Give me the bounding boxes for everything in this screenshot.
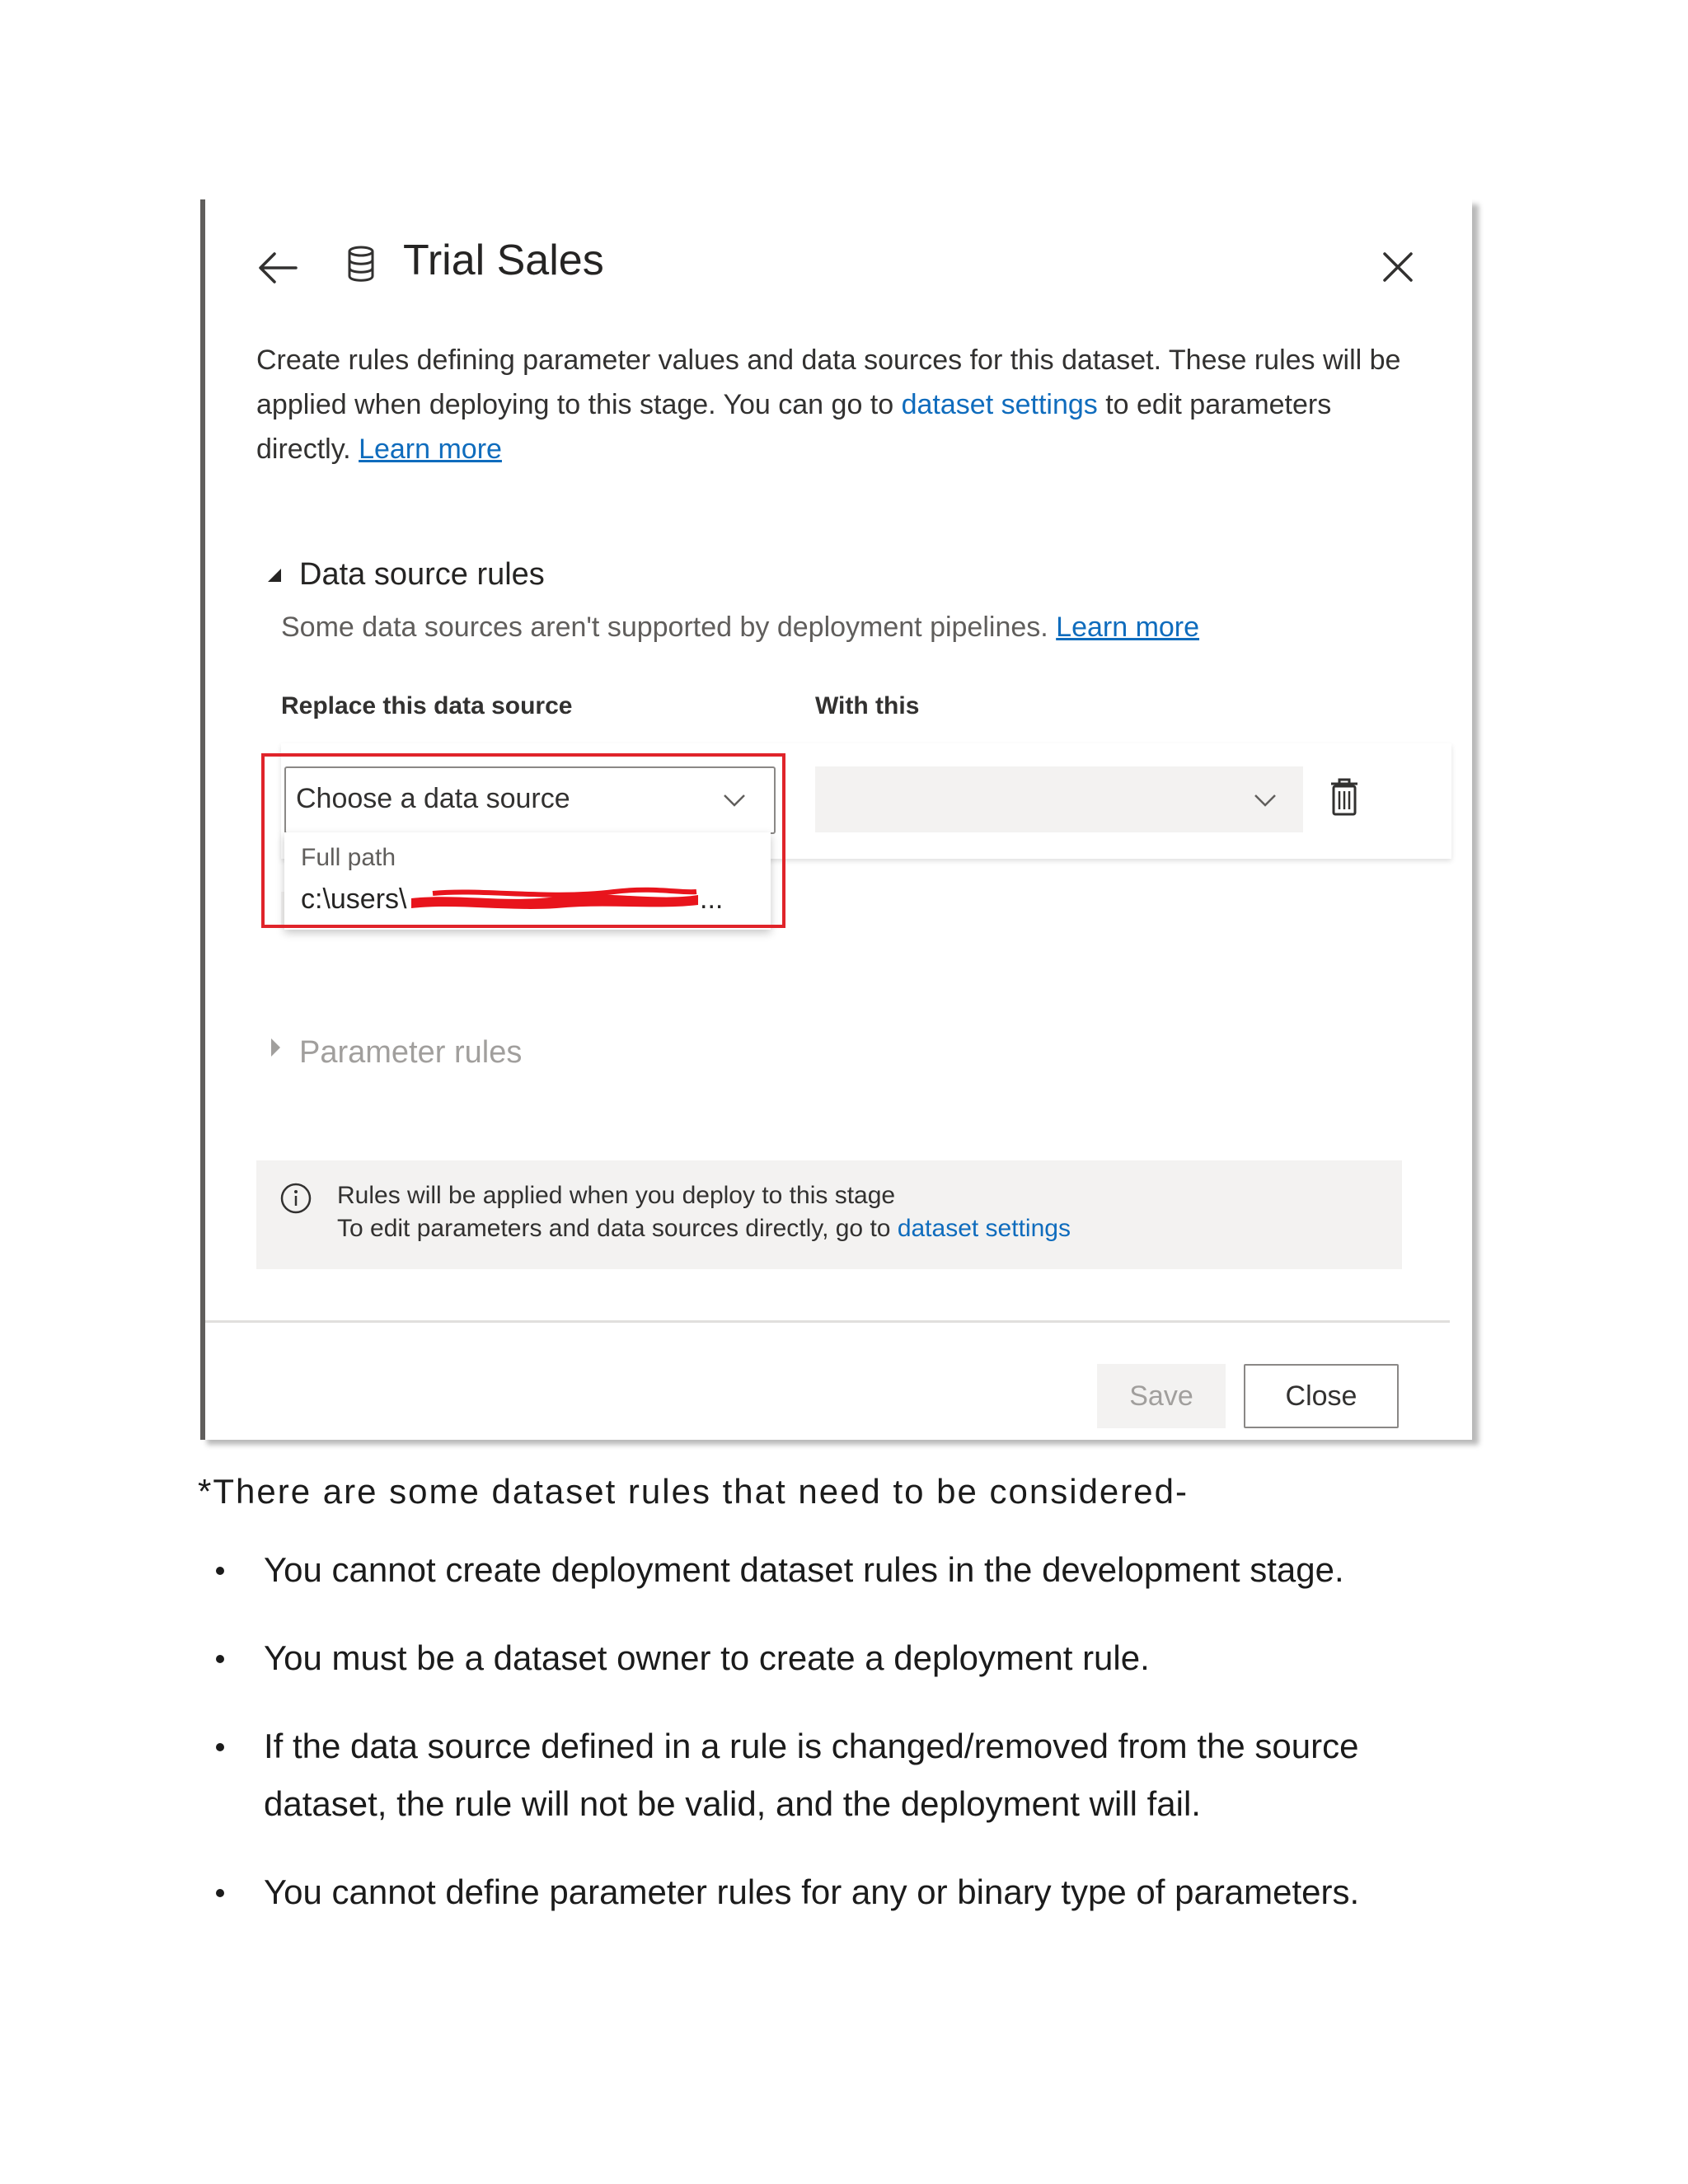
list-item-text: You cannot create deployment dataset rules in the development stage.	[264, 1550, 1344, 1589]
close-icon[interactable]	[1380, 249, 1416, 285]
data-source-note-text: Some data sources aren't supported by deployment pipelines.	[281, 612, 1057, 643]
with-this-select[interactable]	[815, 766, 1303, 832]
list-item	[216, 1863, 1452, 1921]
list-item-text: If the data source defined in a rule is changed/removed from the source dataset, the rule will not be valid, and the deployment will fail.	[264, 1727, 1359, 1823]
data-source-rules-title[interactable]: Data source rules	[299, 557, 545, 592]
with-column-header: With this	[815, 692, 920, 719]
bullet-icon	[216, 1889, 224, 1897]
bullet-icon	[216, 1655, 224, 1663]
info-line-2	[337, 1215, 1071, 1243]
bullet-icon	[216, 1743, 224, 1751]
list-item	[216, 1718, 1452, 1833]
select-placeholder: Choose a data source	[296, 783, 570, 814]
rules-list	[216, 1541, 1452, 1952]
dropdown-label: Full path	[301, 844, 396, 871]
list-item-text: You cannot define parameter rules for any or binary type of parameters.	[264, 1872, 1360, 1911]
info-line-2-text: To edit parameters and data sources directly, go to	[337, 1215, 898, 1242]
dropdown-ellipsis: ...	[700, 883, 724, 915]
info-bar	[256, 1160, 1402, 1269]
list-item-text: You must be a dataset owner to create a deployment rule.	[264, 1638, 1150, 1677]
data-source-learn-more-link[interactable]: Learn more	[1056, 612, 1200, 643]
list-item	[216, 1629, 1452, 1687]
bullet-icon	[216, 1567, 224, 1575]
parameter-rules-title[interactable]: Parameter rules	[299, 1035, 523, 1070]
intro-text: Create rules defining parameter values and data sources for this dataset. These rules will be applied when deploying to this stage. You can go to	[256, 344, 1401, 420]
dialog-intro	[256, 338, 1402, 471]
info-line-1: Rules will be applied when you deploy to this stage	[337, 1182, 896, 1209]
expand-caret-icon[interactable]	[271, 1038, 280, 1057]
intro-text-after: to edit parameters directly.	[256, 389, 1332, 465]
data-source-note	[281, 612, 1199, 644]
trash-icon[interactable]	[1328, 776, 1361, 818]
learn-more-link[interactable]: Learn more	[359, 434, 502, 465]
dialog-panel	[205, 199, 1472, 1440]
back-arrow-icon[interactable]	[255, 247, 299, 288]
dialog-title: Trial Sales	[403, 237, 604, 284]
dropdown-path[interactable]: c:\users\	[301, 883, 407, 915]
collapse-caret-icon[interactable]	[268, 569, 281, 582]
close-button[interactable]: Close	[1244, 1364, 1399, 1428]
chevron-down-icon	[1254, 793, 1277, 808]
save-button[interactable]: Save	[1097, 1364, 1226, 1428]
highlight-frame	[261, 753, 785, 928]
dataset-settings-link[interactable]: dataset settings	[901, 389, 1098, 420]
replace-column-header: Replace this data source	[281, 692, 573, 719]
list-item	[216, 1541, 1452, 1599]
dialog-screenshot	[200, 199, 1472, 1440]
document-intro: *There are some dataset rules that need to be considered-	[198, 1472, 1189, 1511]
dataset-icon	[345, 245, 377, 284]
info-dataset-settings-link[interactable]: dataset settings	[897, 1215, 1071, 1242]
footer-divider	[205, 1320, 1450, 1323]
info-icon	[279, 1182, 312, 1215]
